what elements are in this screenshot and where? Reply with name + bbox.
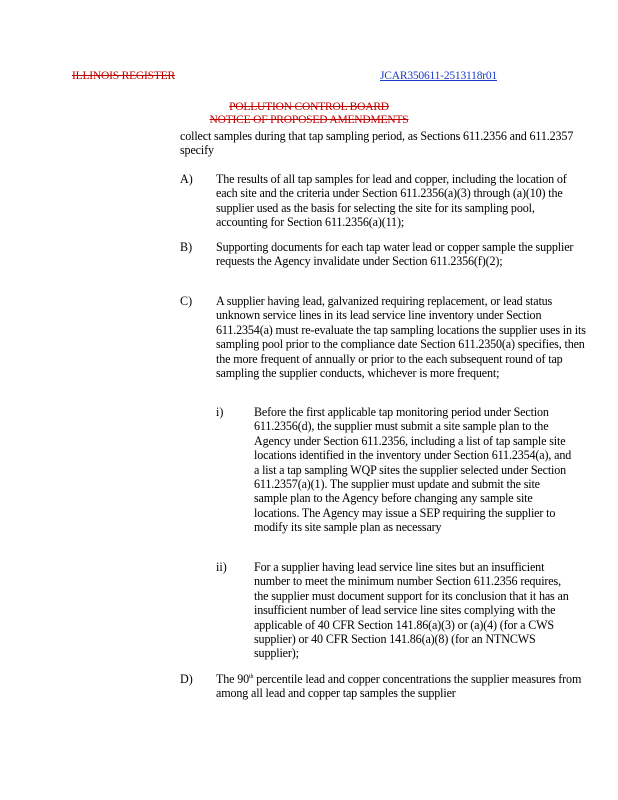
subitem-label-ii: ii) bbox=[216, 560, 227, 574]
intro-paragraph: collect samples during that tap sampling period, as Sections 611.2356 and 611.2357 specify bbox=[180, 129, 574, 158]
item-label-b: B) bbox=[180, 240, 193, 254]
ordinal-superscript: th bbox=[249, 673, 254, 680]
board-heading: POLLUTION CONTROL BOARD bbox=[229, 101, 389, 113]
item-text-b: Supporting documents for each tap water lead or copper sample the supplier requests the Agency invalidate under Section 611.2356(f)(2); bbox=[216, 240, 574, 269]
subitem-text-i: Before the first applicable tap monitoring period under Section 611.2356(d), the supplier must submit a site sample plan to the Agency under Section 611.2356, including a list of tap sample site locations identified in the inventory under Section 611.2354(a), and a list a tap sampling WQP sites the supplier selected under Section 611.2357(a)(1). The supplier must update and submit the site sample plan to the Agency before changing any sample site locations. The Agency may issue a SEP requiring the supplier to modify its site sample plan as necessary bbox=[254, 405, 572, 535]
jcar-document-id[interactable]: JCAR350611-2513118r01 bbox=[380, 70, 497, 82]
item-label-d: D) bbox=[180, 672, 193, 686]
item-d-text-end: percentile lead and copper concentrations the supplier measures from among all lead and copper tap samples the supplier bbox=[216, 672, 582, 701]
item-text-c: A supplier having lead, galvanized requiring replacement, or lead status unknown service lines in its lead service line inventory under Section 611.2354(a) must re-evaluate the tap sampling locations the supplier uses in its sampling pool prior to the compliance date Section 611.2350(a) specifies, then the more frequent of annually or prior to the each subsequent round of tap sampling the supplier conducts, whichever is more frequent; bbox=[216, 294, 586, 381]
subitem-label-i: i) bbox=[216, 405, 224, 419]
item-d-text-start: The 90 bbox=[216, 672, 250, 686]
item-label-a: A) bbox=[180, 172, 193, 186]
item-label-c: C) bbox=[180, 294, 193, 308]
item-text-a: The results of all tap samples for lead and copper, including the location of each site and the criteria under Section 611.2356(a)(3) through (a)(10) the supplier used as the basis for selecting the site for its sampling pool, accounting for Section 611.2356(a)(11); bbox=[216, 172, 567, 230]
subitem-text-ii: For a supplier having lead service line sites but an insufficient number to meet the minimum number Section 611.2356 requires, the supplier must document support for its conclusion that it has an insufficient number of lead service line sites complying with the applicable of 40 CFR Section 141.86(a)(3) or (a)(4) (for a CWS supplier) or 40 CFR Section 141.86(a)(8) (for an NTNCWS supplier); bbox=[254, 560, 569, 661]
register-header: ILLINOIS REGISTER bbox=[72, 70, 175, 82]
notice-heading: NOTICE OF PROPOSED AMENDMENTS bbox=[209, 114, 409, 126]
item-text-d bbox=[216, 672, 588, 701]
